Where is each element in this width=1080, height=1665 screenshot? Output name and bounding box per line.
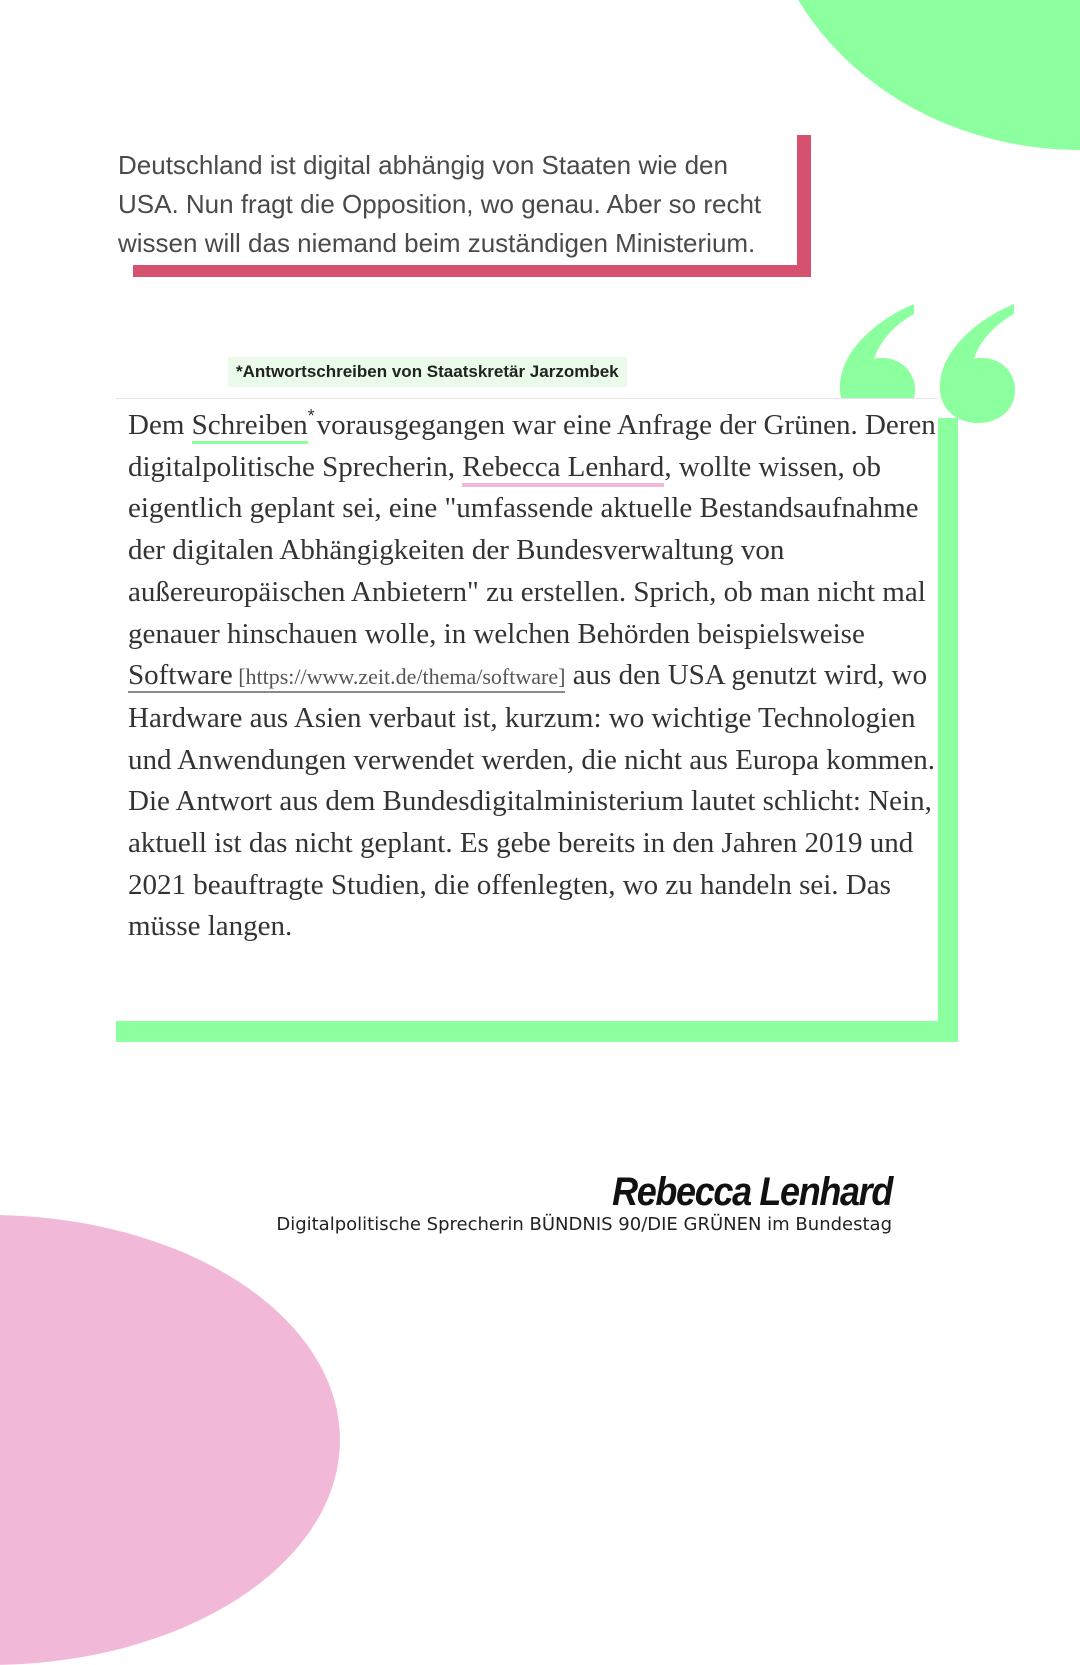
green-corner-blob [760, 0, 1080, 150]
article-text [128, 396, 936, 948]
software-link-url[interactable]: [https://www.zeit.de/thema/software] [232, 664, 566, 690]
signature-role: Digitalpolitische Sprecherin BÜNDNIS 90/DIE GRÜNEN im Bundestag [276, 1214, 892, 1235]
article-part-2: vorausgegangen war eine Anfrage der Grünen. Deren digitalpolitische Sprecherin, [128, 409, 936, 483]
article-part-3: , wollte wissen, ob eigentlich geplant sei, eine "umfassende aktuelle Bestandsaufnahme der digitalen Abhängigkeiten der Bundesverwaltung von außereuropäischen Anbietern" zu erstellen. Sprich, ob man nicht mal genauer hinschauen wolle, in welchen Behörden beispielsweise [128, 450, 926, 650]
footnote-label: *Antwortschreiben von Staatskretär Jarzombek [228, 357, 627, 387]
pink-corner-blob [0, 1215, 340, 1665]
headline-text: Deutschland ist digital abhängig von Staaten wie den USA. Nun fragt die Opposition, wo genau. Aber so recht wissen will das niemand beim zuständigen Ministerium. [118, 150, 762, 258]
software-link-text[interactable]: Software [128, 659, 233, 692]
article-part-1: Dem [128, 409, 192, 441]
signature-name: Rebecca Lenhard [612, 1170, 892, 1214]
footnote-asterisk: * [307, 406, 315, 426]
article-part-4: aus den USA genutzt wird, wo Hardware aus Asien verbaut ist, kurzum: wo wichtige Technologien und Anwendungen verwendet werden, die nicht aus Europa kommen. Die Antwort aus dem Bundesdigitalministerium lautet schlicht: Nein, aktuell ist das nicht geplant. Es gebe bereits in den Jahren 2019 und 2021 beauftragte Studien, die offenlegten, wo zu handeln sei. Das müsse langen. [128, 659, 935, 943]
name-highlight: Rebecca Lenhard [462, 451, 664, 487]
software-link[interactable] [128, 659, 565, 693]
schreiben-highlight: Schreiben [192, 409, 308, 444]
